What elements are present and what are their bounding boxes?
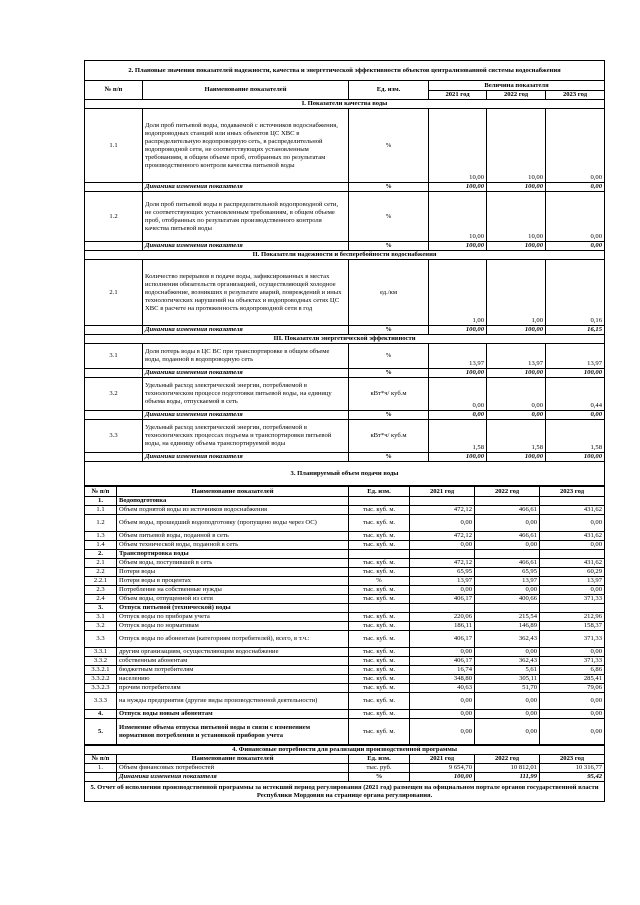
- row-value: 466,61: [475, 506, 540, 515]
- row-num: 3.3: [85, 631, 117, 648]
- row-value: 431,62: [540, 506, 605, 515]
- row-value: [410, 550, 475, 559]
- row-name: на нужды предприятия (другие виды производственной деятельности): [117, 693, 349, 710]
- row-value: 400,66: [475, 595, 540, 604]
- table-row: [85, 586, 605, 595]
- dynamics-value: 100,00: [429, 242, 487, 251]
- header-name: Наименование показателей: [117, 755, 349, 764]
- row-num: 3.1: [85, 344, 143, 369]
- row-value: 406,17: [410, 595, 475, 604]
- dynamics-value: 0,00: [429, 411, 487, 420]
- row-num: 2.3: [85, 586, 117, 595]
- row-unit: %: [349, 192, 429, 242]
- row-name: Объем питьевой воды, поданной в сеть: [117, 532, 349, 541]
- dynamics-label: Динамика изменения показателя: [143, 326, 349, 335]
- row-value: 1,58: [546, 420, 605, 453]
- dynamics-value: 100,00: [429, 326, 487, 335]
- row-unit: тыс. куб. м.: [349, 586, 410, 595]
- header-year-3: 2023 год: [546, 91, 605, 100]
- empty-cell: [85, 453, 143, 462]
- row-value: 0,00: [475, 719, 540, 745]
- table-row: [85, 648, 605, 657]
- row-name: населению: [117, 675, 349, 684]
- header-name: Наименование показателей: [117, 487, 349, 497]
- row-value: 0,00: [410, 693, 475, 710]
- row-unit: тыс. куб. м.: [349, 613, 410, 622]
- row-value: [410, 604, 475, 613]
- table-row: [85, 613, 605, 622]
- row-name: Объем воды, отпущенной из сети: [117, 595, 349, 604]
- row-num: 3.: [85, 604, 117, 613]
- row-unit: %: [349, 344, 429, 369]
- table-row: [85, 550, 605, 559]
- header-name: Наименование показателей: [143, 81, 349, 100]
- table-row: [85, 559, 605, 568]
- row-unit: тыс. руб.: [349, 764, 410, 773]
- row-unit: тыс. куб. м.: [349, 568, 410, 577]
- financial-needs-table: [84, 745, 605, 802]
- dynamics-value: 100,00: [429, 453, 487, 462]
- table-row: [85, 622, 605, 631]
- section-4-title: 4. Финансовые потребности для реализации производственной программы: [85, 746, 605, 755]
- row-unit: тыс. куб. м.: [349, 595, 410, 604]
- row-value: 466,61: [475, 559, 540, 568]
- row-unit: тыс. куб. м.: [349, 622, 410, 631]
- row-unit: ед./км: [349, 260, 429, 326]
- table-row: [85, 684, 605, 693]
- header-year-3: 2023 год: [540, 487, 605, 497]
- row-unit: тыс. куб. м.: [349, 541, 410, 550]
- row-value: 5,61: [475, 666, 540, 675]
- row-value: 79,06: [540, 684, 605, 693]
- row-value: 13,97: [429, 344, 487, 369]
- empty-cell: [85, 183, 143, 192]
- row-value: 13,97: [487, 344, 546, 369]
- row-name: Объем поднятой воды из источников водоснабжения: [117, 506, 349, 515]
- row-unit: тыс. куб. м.: [349, 693, 410, 710]
- row-num: 1.: [85, 497, 117, 506]
- header-value: Величина показателя: [429, 81, 605, 91]
- row-name: бюджетным потребителям: [117, 666, 349, 675]
- table-row: [85, 541, 605, 550]
- row-value: 0,00: [540, 541, 605, 550]
- header-year-3: 2023 год: [540, 755, 605, 764]
- row-value: 406,17: [410, 631, 475, 648]
- row-value: 0,00: [475, 648, 540, 657]
- row-value: 0,00: [540, 648, 605, 657]
- table-row: [85, 595, 605, 604]
- row-name: Объем технической воды, поданной в сеть: [117, 541, 349, 550]
- dynamics-value: 0,00: [546, 242, 605, 251]
- row-num: 3.2: [85, 622, 117, 631]
- row-value: 9 654,70: [410, 764, 475, 773]
- row-unit: тыс. куб. м.: [349, 675, 410, 684]
- dynamics-label: Динамика изменения показателя: [117, 773, 349, 782]
- row-num: 2.4: [85, 595, 117, 604]
- table-row: [85, 532, 605, 541]
- row-num: 3.3.1: [85, 648, 117, 657]
- dynamics-value: 100,00: [487, 326, 546, 335]
- row-num: 1.: [85, 764, 117, 773]
- row-value: 13,97: [540, 577, 605, 586]
- row-name: Изменение объема отпуска питьевой воды в связи с изменением нормативов потребления и установкой приборов учета: [117, 719, 349, 745]
- row-value: 371,33: [540, 657, 605, 666]
- row-value: 472,12: [410, 506, 475, 515]
- document-page: [84, 60, 604, 802]
- dynamics-unit: %: [349, 453, 429, 462]
- reliability-indicators-table: [84, 60, 605, 486]
- dynamics-value: 100,00: [410, 773, 475, 782]
- row-value: 0,00: [410, 586, 475, 595]
- header-year-1: 2021 год: [429, 91, 487, 100]
- row-name: Объем финансовых потребностей: [117, 764, 349, 773]
- row-value: 186,11: [410, 622, 475, 631]
- row-num: 3.3.3: [85, 693, 117, 710]
- row-value: 0,00: [410, 515, 475, 532]
- header-year-1: 2021 год: [410, 487, 475, 497]
- row-value: 0,00: [540, 515, 605, 532]
- dynamics-label: Динамика изменения показателя: [143, 369, 349, 378]
- row-name: Объем воды, прошедший водоподготовку (пропущено воды через ОС): [117, 515, 349, 532]
- row-value: 40,63: [410, 684, 475, 693]
- table-row: [85, 631, 605, 648]
- dynamics-unit: %: [349, 326, 429, 335]
- table-row: [85, 515, 605, 532]
- volume-rows: [85, 497, 605, 745]
- row-value: 1,58: [429, 420, 487, 453]
- row-value: [540, 497, 605, 506]
- dynamics-unit: %: [349, 242, 429, 251]
- row-value: 13,97: [546, 344, 605, 369]
- row-value: 0,00: [540, 693, 605, 710]
- header-unit: Ед. изм.: [349, 755, 410, 764]
- row-value: 13,97: [475, 577, 540, 586]
- row-name: Отпуск воды по абонентам (категориям потребителей), всего, в т.ч.:: [117, 631, 349, 648]
- row-value: 0,44: [546, 378, 605, 411]
- row-value: 0,00: [429, 378, 487, 411]
- section-5-report-note: 5. Отчет об исполнении производственной программы за истекший период регулирования (2021 год) размещен на официальном портале органов государственной власти Республики Мордовия на странице органа регулирования.: [85, 782, 605, 802]
- row-unit: тыс. куб. м.: [349, 684, 410, 693]
- empty-cell: [85, 326, 143, 335]
- dynamics-label: Динамика изменения показателя: [143, 242, 349, 251]
- subsection-2-title: II. Показатели надежности и бесперебойности водоснабжения: [85, 251, 605, 260]
- row-value: 10,00: [487, 192, 546, 242]
- row-num: 3.1: [85, 613, 117, 622]
- row-value: 0,00: [546, 109, 605, 183]
- row-num: 2.2.1: [85, 577, 117, 586]
- dynamics-value: 100,00: [429, 183, 487, 192]
- row-value: 472,12: [410, 532, 475, 541]
- row-num: 3.3.2.1: [85, 666, 117, 675]
- table-row: [85, 710, 605, 719]
- section-2-title: 2. Плановые значения показателей надежности, качества и энергетической эффективности объектов централизованной системы водоснабжения: [85, 61, 605, 81]
- row-value: 371,33: [540, 631, 605, 648]
- dynamics-value: 100,00: [546, 453, 605, 462]
- table-row: [85, 568, 605, 577]
- table-row: [85, 497, 605, 506]
- row-name: собственным абонентам: [117, 657, 349, 666]
- row-num: 1.3: [85, 532, 117, 541]
- row-value: 0,00: [410, 541, 475, 550]
- row-num: 1.4: [85, 541, 117, 550]
- table-row: [85, 719, 605, 745]
- row-unit: тыс. куб. м.: [349, 631, 410, 648]
- row-value: 10 316,77: [540, 764, 605, 773]
- row-value: [540, 550, 605, 559]
- table-row: [85, 657, 605, 666]
- row-unit: кВт*ч/ куб.м: [349, 378, 429, 411]
- row-value: 0,00: [410, 719, 475, 745]
- row-value: 0,16: [546, 260, 605, 326]
- dynamics-label: Динамика изменения показателя: [143, 183, 349, 192]
- table-row: [85, 675, 605, 684]
- dynamics-unit: %: [349, 369, 429, 378]
- row-name: Доля потерь воды в ЦС ВС при транспортировке в общем объеме воды, поданной в водопроводную сеть: [143, 344, 349, 369]
- row-value: 466,61: [475, 532, 540, 541]
- row-value: 362,43: [475, 657, 540, 666]
- row-unit: [349, 550, 410, 559]
- empty-cell: [85, 242, 143, 251]
- row-value: 1,00: [487, 260, 546, 326]
- row-name: Отпуск воды новым абонентам: [117, 710, 349, 719]
- row-value: 431,62: [540, 532, 605, 541]
- row-name: Доля проб питьевой воды в распределительной водопроводной сети, не соответствующих установленным требованиям, в общем объеме проб, отобранных по результатам производственного контроля качества питьевой воды: [143, 192, 349, 242]
- row-value: 0,00: [546, 192, 605, 242]
- row-value: [475, 497, 540, 506]
- row-num: 1.1: [85, 506, 117, 515]
- dynamics-unit: %: [349, 411, 429, 420]
- table-row: [85, 666, 605, 675]
- dynamics-label: Динамика изменения показателя: [143, 411, 349, 420]
- row-value: 16,74: [410, 666, 475, 675]
- dynamics-value: 0,00: [546, 183, 605, 192]
- table-row: [85, 506, 605, 515]
- row-value: 51,70: [475, 684, 540, 693]
- row-value: 0,00: [475, 586, 540, 595]
- subsection-1-title: I. Показатели качества воды: [85, 100, 605, 109]
- row-num: 5.: [85, 719, 117, 745]
- header-year-2: 2022 год: [475, 487, 540, 497]
- row-name: Отпуск питьевой (технической) воды: [117, 604, 349, 613]
- row-value: 1,00: [429, 260, 487, 326]
- row-value: [410, 497, 475, 506]
- header-num: № п/п: [85, 487, 117, 497]
- row-num: 3.3.2.3: [85, 684, 117, 693]
- row-value: 10,00: [487, 109, 546, 183]
- row-value: 0,00: [540, 710, 605, 719]
- row-value: 1,58: [487, 420, 546, 453]
- row-name: Потери воды: [117, 568, 349, 577]
- row-num: 3.3: [85, 420, 143, 453]
- row-value: 0,00: [475, 710, 540, 719]
- row-unit: кВт*ч/ куб.м: [349, 420, 429, 453]
- row-value: 0,00: [410, 710, 475, 719]
- row-num: 1.2: [85, 515, 117, 532]
- row-value: 348,80: [410, 675, 475, 684]
- row-unit: [349, 497, 410, 506]
- header-num: № п/п: [85, 81, 143, 100]
- row-name: Отпуск воды по нормативам: [117, 622, 349, 631]
- row-name: Доля проб питьевой воды, подаваемой с источников водоснабжения, водопроводных станций или иных объектов ЦС ХВС в распределительную водопроводную сеть, в распределительной водопроводной сети, не соответствующих установленным требованиям, в общем объеме проб, отобранных по результатам производственного контроля качества питьевой воды: [143, 109, 349, 183]
- row-unit: тыс. куб. м.: [349, 506, 410, 515]
- row-num: 2.1: [85, 260, 143, 326]
- row-num: 1.1: [85, 109, 143, 183]
- row-value: 65,95: [475, 568, 540, 577]
- row-value: [475, 550, 540, 559]
- row-unit: тыс. куб. м.: [349, 559, 410, 568]
- row-name: Количество перерывов в подаче воды, зафиксированных в местах исполнения обязательств организацией, осуществляющей холодное водоснабжение, возникших в результате аварий, повреждений и иных технологических нарушений на объектах и водопроводных сетях ЦС ХВС в расчете на протяженность водопроводной сети в год: [143, 260, 349, 326]
- row-name: Отпуск воды по приборам учета: [117, 613, 349, 622]
- row-num: 4.: [85, 710, 117, 719]
- row-value: 0,00: [540, 719, 605, 745]
- dynamics-value: 0,00: [487, 411, 546, 420]
- row-value: 146,89: [475, 622, 540, 631]
- header-year-2: 2022 год: [487, 91, 546, 100]
- dynamics-value: 100,00: [487, 242, 546, 251]
- dynamics-value: 0,00: [546, 411, 605, 420]
- empty-cell: [85, 369, 143, 378]
- row-name: Объем воды, поступившей в сеть: [117, 559, 349, 568]
- row-num: 3.2: [85, 378, 143, 411]
- row-value: 285,41: [540, 675, 605, 684]
- row-unit: тыс. куб. м.: [349, 532, 410, 541]
- row-name: Удельный расход электрической энергии, потребляемой в технологических процессах подъема и транспортировки питьевой воды, на единицу объема транспортируемой воды: [143, 420, 349, 453]
- dynamics-value: 95,42: [540, 773, 605, 782]
- row-value: 0,00: [475, 693, 540, 710]
- table-row: [85, 693, 605, 710]
- empty-cell: [85, 773, 117, 782]
- header-num: № п/п: [85, 755, 117, 764]
- row-unit: тыс. куб. м.: [349, 666, 410, 675]
- row-value: 215,54: [475, 613, 540, 622]
- row-value: [475, 604, 540, 613]
- header-unit: Ед. изм.: [349, 487, 410, 497]
- dynamics-value: 100,00: [487, 183, 546, 192]
- dynamics-value: 100,00: [487, 369, 546, 378]
- row-num: 2.: [85, 550, 117, 559]
- row-unit: тыс. куб. м.: [349, 648, 410, 657]
- table-row: [85, 604, 605, 613]
- row-value: 0,00: [475, 515, 540, 532]
- row-num: 3.3.2.2: [85, 675, 117, 684]
- empty-cell: [85, 411, 143, 420]
- row-name: Удельный расход электрической энергии, потребляемой в технологическом процессе подготовки питьевой воды, на единицу объема воды, отпускаемой в сеть: [143, 378, 349, 411]
- row-value: [540, 604, 605, 613]
- row-value: 371,33: [540, 595, 605, 604]
- dynamics-unit: %: [349, 773, 410, 782]
- row-unit: тыс. куб. м.: [349, 719, 410, 745]
- row-value: 220,06: [410, 613, 475, 622]
- row-unit: тыс. куб. м.: [349, 710, 410, 719]
- row-num: 1.2: [85, 192, 143, 242]
- row-value: 0,00: [475, 541, 540, 550]
- row-value: 0,00: [410, 648, 475, 657]
- row-num: 2.2: [85, 568, 117, 577]
- header-year-2: 2022 год: [475, 755, 540, 764]
- dynamics-value: 100,00: [429, 369, 487, 378]
- row-value: 6,86: [540, 666, 605, 675]
- row-num: 3.3.2: [85, 657, 117, 666]
- row-value: 10,00: [429, 192, 487, 242]
- row-name: Потери воды в процентах: [117, 577, 349, 586]
- dynamics-value: 111,99: [475, 773, 540, 782]
- header-unit: Ед. изм.: [349, 81, 429, 100]
- row-value: 431,62: [540, 559, 605, 568]
- dynamics-unit: %: [349, 183, 429, 192]
- row-name: Потребление на собственные нужды: [117, 586, 349, 595]
- dynamics-value: 100,00: [487, 453, 546, 462]
- row-value: 472,12: [410, 559, 475, 568]
- row-unit: %: [349, 109, 429, 183]
- row-unit: %: [349, 577, 410, 586]
- row-value: 10 812,01: [475, 764, 540, 773]
- row-name: другим организациям, осуществляющим водоснабжение: [117, 648, 349, 657]
- row-name: Транспортировка воды: [117, 550, 349, 559]
- row-value: 10,00: [429, 109, 487, 183]
- subsection-3-title: III. Показатели энергетической эффективности: [85, 335, 605, 344]
- row-value: 158,37: [540, 622, 605, 631]
- row-name: прочим потребителям: [117, 684, 349, 693]
- row-name: Водоподготовка: [117, 497, 349, 506]
- row-value: 212,96: [540, 613, 605, 622]
- dynamics-value: 100,00: [546, 369, 605, 378]
- section-3-title: 3. Планируемый объем подачи воды: [85, 462, 605, 486]
- row-value: 406,17: [410, 657, 475, 666]
- row-value: 0,00: [487, 378, 546, 411]
- row-unit: тыс. куб. м.: [349, 515, 410, 532]
- row-unit: [349, 604, 410, 613]
- table-row: [85, 577, 605, 586]
- row-unit: тыс. куб. м.: [349, 657, 410, 666]
- water-supply-volume-table: [84, 486, 605, 745]
- row-value: 13,97: [410, 577, 475, 586]
- row-value: 362,43: [475, 631, 540, 648]
- row-value: 0,00: [540, 586, 605, 595]
- dynamics-label: Динамика изменения показателя: [143, 453, 349, 462]
- row-value: 65,95: [410, 568, 475, 577]
- header-year-1: 2021 год: [410, 755, 475, 764]
- row-value: 305,11: [475, 675, 540, 684]
- dynamics-value: 16,15: [546, 326, 605, 335]
- row-value: 60,29: [540, 568, 605, 577]
- row-num: 2.1: [85, 559, 117, 568]
